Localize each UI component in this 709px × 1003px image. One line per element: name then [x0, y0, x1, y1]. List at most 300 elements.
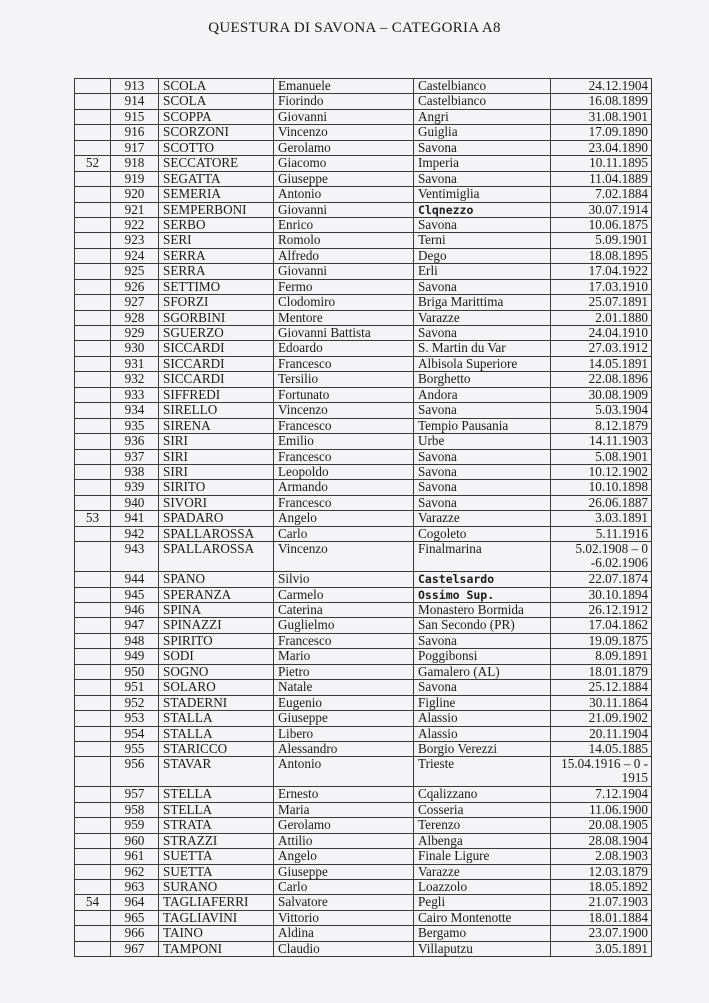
surname-cell: SICCARDI — [159, 356, 274, 371]
entry-number-cell: 938 — [111, 464, 159, 479]
surname-cell: STALLA — [159, 726, 274, 741]
entry-number-cell: 931 — [111, 356, 159, 371]
table-row — [75, 664, 652, 679]
entry-number-cell: 941 — [111, 511, 159, 526]
birth-date-cell: 3.05.1891 — [551, 941, 652, 956]
surname-cell: SIRI — [159, 464, 274, 479]
birthplace-cell: Albenga — [414, 833, 551, 848]
birth-date-cell: 18.05.1892 — [551, 880, 652, 895]
table-row — [75, 449, 652, 464]
first-name-cell: Angelo — [274, 511, 414, 526]
birth-date-cell: 20.11.1904 — [551, 726, 652, 741]
page-number-cell — [75, 572, 111, 587]
first-name-cell: Fiorindo — [274, 94, 414, 109]
surname-cell: STAVAR — [159, 757, 274, 787]
first-name-cell: Aldina — [274, 926, 414, 941]
first-name-cell: Giuseppe — [274, 171, 414, 186]
entry-number-cell: 915 — [111, 109, 159, 124]
entry-number-cell: 935 — [111, 418, 159, 433]
page-number-cell — [75, 387, 111, 402]
table-row — [75, 726, 652, 741]
table-row — [75, 171, 652, 186]
entry-number-cell: 949 — [111, 649, 159, 664]
page-number-cell — [75, 849, 111, 864]
table-row — [75, 264, 652, 279]
page-number-cell: 52 — [75, 156, 111, 171]
birthplace-cell: Dego — [414, 248, 551, 263]
surname-cell: TAGLIAVINI — [159, 910, 274, 925]
entry-number-cell: 966 — [111, 926, 159, 941]
surname-cell: STALLA — [159, 711, 274, 726]
first-name-cell: Eugenio — [274, 695, 414, 710]
first-name-cell: Angelo — [274, 849, 414, 864]
birth-date-cell: 26.12.1912 — [551, 603, 652, 618]
page-number-cell — [75, 341, 111, 356]
first-name-cell: Francesco — [274, 495, 414, 510]
surname-cell: SEMERIA — [159, 187, 274, 202]
table-row — [75, 542, 652, 572]
page-number-cell — [75, 202, 111, 217]
surname-cell: SIVORI — [159, 495, 274, 510]
entry-number-cell: 957 — [111, 787, 159, 802]
birthplace-cell: Cosseria — [414, 802, 551, 817]
first-name-cell: Carlo — [274, 526, 414, 541]
page-number-cell — [75, 787, 111, 802]
birthplace-cell: Clqnezzo — [414, 202, 551, 217]
surname-cell: SCOLA — [159, 79, 274, 94]
birth-date-cell: 26.06.1887 — [551, 495, 652, 510]
page-number-cell — [75, 356, 111, 371]
birthplace-cell: Alassio — [414, 711, 551, 726]
page-number-cell — [75, 802, 111, 817]
surname-cell: STELLA — [159, 787, 274, 802]
surname-cell: SIRENA — [159, 418, 274, 433]
page-number-cell — [75, 757, 111, 787]
table-row — [75, 633, 652, 648]
entry-number-cell: 945 — [111, 587, 159, 602]
page-number-cell — [75, 480, 111, 495]
birthplace-cell: Ossimo Sup. — [414, 587, 551, 602]
first-name-cell: Giovanni Battista — [274, 326, 414, 341]
birthplace-cell: Borgio Verezzi — [414, 741, 551, 756]
birth-date-cell: 11.06.1900 — [551, 802, 652, 817]
surname-cell: SERI — [159, 233, 274, 248]
first-name-cell: Vincenzo — [274, 542, 414, 572]
table-row — [75, 618, 652, 633]
surname-cell: SCORZONI — [159, 125, 274, 140]
birth-date-cell: 8.12.1879 — [551, 418, 652, 433]
surname-cell: SERBO — [159, 217, 274, 232]
birth-date-cell: 2.08.1903 — [551, 849, 652, 864]
page-number-cell — [75, 726, 111, 741]
surname-cell: SCOLA — [159, 94, 274, 109]
entry-number-cell: 921 — [111, 202, 159, 217]
surname-cell: SCOTTO — [159, 140, 274, 155]
table-row — [75, 156, 652, 171]
birth-date-cell: 11.04.1889 — [551, 171, 652, 186]
first-name-cell: Caterina — [274, 603, 414, 618]
surname-cell: SUETTA — [159, 864, 274, 879]
surname-cell: STRATA — [159, 818, 274, 833]
surname-cell: TAMPONI — [159, 941, 274, 956]
birthplace-cell: Terni — [414, 233, 551, 248]
first-name-cell: Carlo — [274, 880, 414, 895]
surname-cell: SGUERZO — [159, 326, 274, 341]
birthplace-cell: Ventimiglia — [414, 187, 551, 202]
page-number-cell — [75, 403, 111, 418]
entry-number-cell: 937 — [111, 449, 159, 464]
birthplace-cell: Erli — [414, 264, 551, 279]
page-number-cell — [75, 680, 111, 695]
first-name-cell: Giuseppe — [274, 711, 414, 726]
birthplace-cell: Poggibonsi — [414, 649, 551, 664]
birth-date-cell: 18.08.1895 — [551, 248, 652, 263]
birthplace-cell: Borghetto — [414, 372, 551, 387]
entry-number-cell: 962 — [111, 864, 159, 879]
birthplace-cell: Bergamo — [414, 926, 551, 941]
entry-number-cell: 933 — [111, 387, 159, 402]
page-number-cell — [75, 833, 111, 848]
entry-number-cell: 926 — [111, 279, 159, 294]
first-name-cell: Guglielmo — [274, 618, 414, 633]
first-name-cell: Romolo — [274, 233, 414, 248]
birth-date-cell: 10.11.1895 — [551, 156, 652, 171]
surname-cell: SICCARDI — [159, 372, 274, 387]
birthplace-cell: Savona — [414, 403, 551, 418]
first-name-cell: Fermo — [274, 279, 414, 294]
birthplace-cell: Finale Ligure — [414, 849, 551, 864]
page-number-cell — [75, 248, 111, 263]
surname-cell: SPIRITO — [159, 633, 274, 648]
birth-date-cell: 5.11.1916 — [551, 526, 652, 541]
entry-number-cell: 958 — [111, 802, 159, 817]
first-name-cell: Francesco — [274, 449, 414, 464]
table-row — [75, 941, 652, 956]
entry-number-cell: 950 — [111, 664, 159, 679]
table-row — [75, 140, 652, 155]
first-name-cell: Gerolamo — [274, 818, 414, 833]
birthplace-cell: Andora — [414, 387, 551, 402]
birthplace-cell: Cogoleto — [414, 526, 551, 541]
first-name-cell: Mario — [274, 649, 414, 664]
table-row — [75, 833, 652, 848]
first-name-cell: Tersilio — [274, 372, 414, 387]
birthplace-cell: Tempio Pausania — [414, 418, 551, 433]
entry-number-cell: 923 — [111, 233, 159, 248]
page-number-cell — [75, 310, 111, 325]
surname-cell: SERRA — [159, 248, 274, 263]
page-number-cell — [75, 880, 111, 895]
table-row — [75, 787, 652, 802]
surname-cell: SECCATORE — [159, 156, 274, 171]
table-row — [75, 387, 652, 402]
entry-number-cell: 961 — [111, 849, 159, 864]
page-number-cell — [75, 818, 111, 833]
birth-date-cell: 30.10.1894 — [551, 587, 652, 602]
birth-date-cell: 15.04.1916 – 0 - 1915 — [551, 757, 652, 787]
table-row — [75, 926, 652, 941]
registry-table — [74, 78, 652, 957]
entry-number-cell: 959 — [111, 818, 159, 833]
birth-date-cell: 18.01.1884 — [551, 910, 652, 925]
birth-date-cell: 23.04.1890 — [551, 140, 652, 155]
page-number-cell — [75, 94, 111, 109]
table-row — [75, 79, 652, 94]
page-number-cell — [75, 79, 111, 94]
birthplace-cell: Gamalero (AL) — [414, 664, 551, 679]
table-row — [75, 233, 652, 248]
birthplace-cell: Savona — [414, 495, 551, 510]
entry-number-cell: 917 — [111, 140, 159, 155]
page-number-cell — [75, 187, 111, 202]
first-name-cell: Vittorio — [274, 910, 414, 925]
surname-cell: TAGLIAFERRI — [159, 895, 274, 910]
first-name-cell: Libero — [274, 726, 414, 741]
birth-date-cell: 5.02.1908 – 0 -6.02.1906 — [551, 542, 652, 572]
birth-date-cell: 21.09.1902 — [551, 711, 652, 726]
first-name-cell: Vincenzo — [274, 403, 414, 418]
entry-number-cell: 952 — [111, 695, 159, 710]
entry-number-cell: 944 — [111, 572, 159, 587]
table-row — [75, 880, 652, 895]
page-number-cell — [75, 140, 111, 155]
first-name-cell: Armando — [274, 480, 414, 495]
birthplace-cell: Alassio — [414, 726, 551, 741]
first-name-cell: Gerolamo — [274, 140, 414, 155]
birth-date-cell: 28.08.1904 — [551, 833, 652, 848]
table-row — [75, 587, 652, 602]
surname-cell: SPALLAROSSA — [159, 542, 274, 572]
registry-rows — [75, 79, 652, 957]
surname-cell: SEGATTA — [159, 171, 274, 186]
surname-cell: SPINAZZI — [159, 618, 274, 633]
birthplace-cell: Pegli — [414, 895, 551, 910]
surname-cell: SODI — [159, 649, 274, 664]
table-row — [75, 217, 652, 232]
birthplace-cell: Savona — [414, 464, 551, 479]
first-name-cell: Leopoldo — [274, 464, 414, 479]
table-row — [75, 109, 652, 124]
table-row — [75, 403, 652, 418]
table-row — [75, 818, 652, 833]
first-name-cell: Vincenzo — [274, 125, 414, 140]
birth-date-cell: 8.09.1891 — [551, 649, 652, 664]
table-row — [75, 603, 652, 618]
page-number-cell — [75, 711, 111, 726]
birth-date-cell: 7.02.1884 — [551, 187, 652, 202]
entry-number-cell: 960 — [111, 833, 159, 848]
first-name-cell: Antonio — [274, 757, 414, 787]
table-row — [75, 125, 652, 140]
birth-date-cell: 30.11.1864 — [551, 695, 652, 710]
entry-number-cell: 929 — [111, 326, 159, 341]
entry-number-cell: 928 — [111, 310, 159, 325]
table-row — [75, 94, 652, 109]
surname-cell: SIRELLO — [159, 403, 274, 418]
first-name-cell: Francesco — [274, 633, 414, 648]
first-name-cell: Edoardo — [274, 341, 414, 356]
birthplace-cell: Savona — [414, 279, 551, 294]
birth-date-cell: 24.04.1910 — [551, 326, 652, 341]
entry-number-cell: 948 — [111, 633, 159, 648]
birthplace-cell: Loazzolo — [414, 880, 551, 895]
birthplace-cell: Angri — [414, 109, 551, 124]
surname-cell: SPANO — [159, 572, 274, 587]
first-name-cell: Giovanni — [274, 264, 414, 279]
birth-date-cell: 5.03.1904 — [551, 403, 652, 418]
birth-date-cell: 30.07.1914 — [551, 202, 652, 217]
birth-date-cell: 22.08.1896 — [551, 372, 652, 387]
table-row — [75, 295, 652, 310]
birth-date-cell: 3.03.1891 — [551, 511, 652, 526]
birthplace-cell: Savona — [414, 171, 551, 186]
table-row — [75, 356, 652, 371]
birthplace-cell: Villaputzu — [414, 941, 551, 956]
birth-date-cell: 16.08.1899 — [551, 94, 652, 109]
birthplace-cell: Savona — [414, 480, 551, 495]
entry-number-cell: 927 — [111, 295, 159, 310]
first-name-cell: Giuseppe — [274, 864, 414, 879]
page-number-cell — [75, 233, 111, 248]
birth-date-cell: 5.08.1901 — [551, 449, 652, 464]
first-name-cell: Emilio — [274, 434, 414, 449]
table-row — [75, 849, 652, 864]
first-name-cell: Silvio — [274, 572, 414, 587]
birthplace-cell: Varazze — [414, 864, 551, 879]
surname-cell: SGORBINI — [159, 310, 274, 325]
surname-cell: SPERANZA — [159, 587, 274, 602]
first-name-cell: Francesco — [274, 356, 414, 371]
birth-date-cell: 21.07.1903 — [551, 895, 652, 910]
entry-number-cell: 930 — [111, 341, 159, 356]
birth-date-cell: 24.12.1904 — [551, 79, 652, 94]
page-number-cell — [75, 264, 111, 279]
birthplace-cell: Savona — [414, 633, 551, 648]
table-row — [75, 526, 652, 541]
entry-number-cell: 940 — [111, 495, 159, 510]
birthplace-cell: Savona — [414, 680, 551, 695]
birthplace-cell: Savona — [414, 217, 551, 232]
entry-number-cell: 916 — [111, 125, 159, 140]
entry-number-cell: 914 — [111, 94, 159, 109]
first-name-cell: Fortunato — [274, 387, 414, 402]
birthplace-cell: Castelbianco — [414, 94, 551, 109]
first-name-cell: Maria — [274, 802, 414, 817]
surname-cell: SERRA — [159, 264, 274, 279]
page-number-cell — [75, 649, 111, 664]
table-row — [75, 464, 652, 479]
birth-date-cell: 25.12.1884 — [551, 680, 652, 695]
first-name-cell: Claudio — [274, 941, 414, 956]
page-number-cell — [75, 664, 111, 679]
table-row — [75, 741, 652, 756]
first-name-cell: Alessandro — [274, 741, 414, 756]
table-row — [75, 187, 652, 202]
birthplace-cell: Savona — [414, 326, 551, 341]
table-row — [75, 711, 652, 726]
table-row — [75, 418, 652, 433]
entry-number-cell: 943 — [111, 542, 159, 572]
table-row — [75, 279, 652, 294]
page-number-cell — [75, 326, 111, 341]
birth-date-cell: 10.12.1902 — [551, 464, 652, 479]
birth-date-cell: 20.08.1905 — [551, 818, 652, 833]
first-name-cell: Giovanni — [274, 109, 414, 124]
table-row — [75, 572, 652, 587]
birthplace-cell: Savona — [414, 449, 551, 464]
page-number-cell — [75, 217, 111, 232]
page-number-cell: 54 — [75, 895, 111, 910]
entry-number-cell: 951 — [111, 680, 159, 695]
page-number-cell — [75, 418, 111, 433]
surname-cell: STARICCO — [159, 741, 274, 756]
page-number-cell — [75, 372, 111, 387]
entry-number-cell: 947 — [111, 618, 159, 633]
surname-cell: STADERNI — [159, 695, 274, 710]
entry-number-cell: 919 — [111, 171, 159, 186]
birthplace-cell: Finalmarina — [414, 542, 551, 572]
first-name-cell: Mentore — [274, 310, 414, 325]
table-row — [75, 695, 652, 710]
birth-date-cell: 31.08.1901 — [551, 109, 652, 124]
birthplace-cell: Castelbianco — [414, 79, 551, 94]
page-number-cell — [75, 926, 111, 941]
page-number-cell — [75, 295, 111, 310]
entry-number-cell: 932 — [111, 372, 159, 387]
page-number-cell — [75, 741, 111, 756]
table-row — [75, 910, 652, 925]
table-row — [75, 434, 652, 449]
birth-date-cell: 14.11.1903 — [551, 434, 652, 449]
page-number-cell — [75, 171, 111, 186]
surname-cell: SPINA — [159, 603, 274, 618]
birth-date-cell: 2.01.1880 — [551, 310, 652, 325]
birth-date-cell: 18.01.1879 — [551, 664, 652, 679]
table-row — [75, 248, 652, 263]
surname-cell: SETTIMO — [159, 279, 274, 294]
table-row — [75, 495, 652, 510]
table-row — [75, 864, 652, 879]
birthplace-cell: Albisola Superiore — [414, 356, 551, 371]
surname-cell: SOLARO — [159, 680, 274, 695]
birthplace-cell: San Secondo (PR) — [414, 618, 551, 633]
entry-number-cell: 946 — [111, 603, 159, 618]
birthplace-cell: Varazze — [414, 511, 551, 526]
birth-date-cell: 14.05.1885 — [551, 741, 652, 756]
page-number-cell — [75, 864, 111, 879]
first-name-cell: Ernesto — [274, 787, 414, 802]
table-row — [75, 326, 652, 341]
first-name-cell: Alfredo — [274, 248, 414, 263]
surname-cell: SURANO — [159, 880, 274, 895]
birth-date-cell: 27.03.1912 — [551, 341, 652, 356]
entry-number-cell: 955 — [111, 741, 159, 756]
birth-date-cell: 10.10.1898 — [551, 480, 652, 495]
entry-number-cell: 939 — [111, 480, 159, 495]
first-name-cell: Francesco — [274, 418, 414, 433]
birth-date-cell: 25.07.1891 — [551, 295, 652, 310]
entry-number-cell: 936 — [111, 434, 159, 449]
first-name-cell: Giovanni — [274, 202, 414, 217]
entry-number-cell: 918 — [111, 156, 159, 171]
first-name-cell: Clodomiro — [274, 295, 414, 310]
table-row — [75, 372, 652, 387]
birth-date-cell: 12.03.1879 — [551, 864, 652, 879]
table-row — [75, 895, 652, 910]
first-name-cell: Salvatore — [274, 895, 414, 910]
birth-date-cell: 10.06.1875 — [551, 217, 652, 232]
surname-cell: SUETTA — [159, 849, 274, 864]
